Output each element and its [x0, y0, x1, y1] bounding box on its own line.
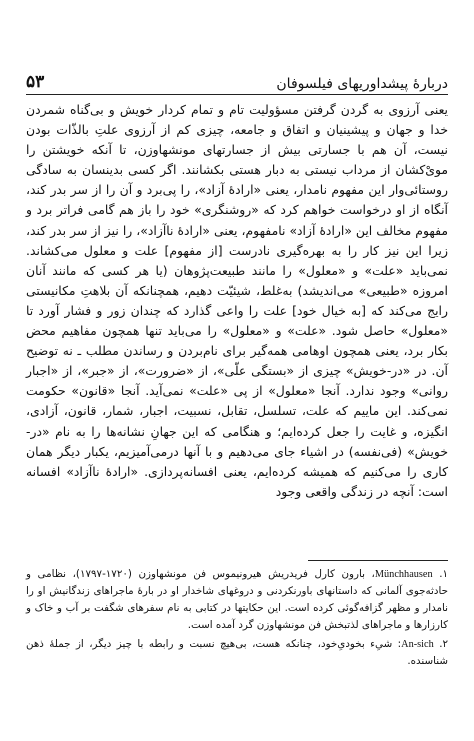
running-title: دربارهٔ پیشداوریهای فیلسوفان: [276, 76, 448, 92]
footnote-1-marker: ۱.: [439, 568, 448, 580]
footnote-1-text: بارون کارل فریدریش هیرونیموس فن مونشهاوزن (۱۷۲۰-۱۷۹۷)، نظامی و حادثه‌جوی آلمانی که داستانهای باورنکردنی و دروغهای شاخدار او در بارهٔ ماجراهای زندگانیش او را نامدار و مظهر گزافه‌گوئی کرده است. این حکایتها در کتابی به نام سفرهای شگفت بر آب و خاک و کارزارها و ماجراهای لذتبخش فن مونشهاوزن گرد آمده است.: [26, 568, 448, 631]
footnote-1: ۱. Münchhausen، بارون کارل فریدریش هیرونیموس فن مونشهاوزن (۱۷۲۰-۱۷۹۷)، نظامی و حادثه‌جوی آلمانی که داستانهای باورنکردنی و دروغهای شاخدار او در بارهٔ ماجراهای زندگانیش او را نامدار و مظهر گزافه‌گوئی کرده است. این حکایتها در کتابی به نام سفرهای شگفت بر آب و خاک و کارزارها و ماجراهای لذتبخش فن مونشهاوزن گرد آمده است.: [26, 568, 448, 631]
body-paragraph: یعنی آرزوی به گردن گرفتن مسؤولیت تام و تمام کردار خویش و بی‌گناه شمردن خدا و جهان و پیشینیان و اتفاق و جامعه، چیزی کم از آرزوی علتِ بالذّات بودن نیست، آن هم با جسارتی بیش از جسارتهای مونشهاوزن، تا آنکه خویشتن را مویْ‌کشان از مرداب نیستی به دبار هستی بکشانند. اگر کسی بدینسان به سادگی روستائی‌وار این مفهوم نامدار، یعنی «ارادهٔ آزاد»، را پی‌برد و آن را از سر بدر کند، آنگاه از او درخواست خواهم کرد که «روشنگری» خود را باز هم گامی فراتر برد و مفهوم مخالف این «ارادهٔ آزاد» نامفهوم، یعنی «ارادهٔ ناآزاد»، را نیز از سر بدر کند، زیرا این نیز کار را به بهره‌گیری نادرست [از مفهوم] علت و معلول می‌کشاند. نمی‌باید «علت» و «معلول» را مانند طبیعت‌پژوهان (یا هر کسی که مانند آنان امروزه «طبیعی» می‌اندیشد) به‌غلط، شیئیّت دهیم، همچنانکه آن بلاهتِ مکانیستی رایج می‌کند که [به خیال خود] علت را واعی گذارد که چندان زور و فشار آورد تا «معلول» حاصل شود. «علت» و «معلول» را می‌باید تنها همچون مفاهیم محض بکار برد، یعنی همچون اوهامی همه‌گیر برای نام‌بردن و رساندن مطلب ـ نه توضیح آن. در «در-خویش» چیزی از «بستگی علّی»، از «ضرورت»، از «جبر»، از «اجبار روانی» وجود ندارد. آنجا «معلول» از پی «علت» نمی‌آید. آنجا «قانون» حکومت نمی‌کند. این ماییم که علت، تسلسل، تقابل، نسبیت، اجبار، شمار، قانون، آزادی، انگیزه، و غایت را جعل کرده‌ایم؛ و هنگامی که این جهانِ نشانه‌ها را به نام «در-خویش» (فی‌نفسه) در اشیاء جای می‌دهیم و با آنها درمی‌آمیزیم، یکبار دیگر همان کاری را می‌کنیم که همیشه کرده‌ایم، یعنی افسانه‌پردازی. «ارادهٔ ناآزاد» افسانه است: آنچه در زندگی واقعی وجود: [26, 102, 448, 499]
footnote-2-marker: ۲.: [439, 638, 448, 650]
page-number: ۵۳: [26, 72, 45, 91]
footnote-divider: [308, 560, 448, 561]
footnote-2: ۲. An-sich: شیِء بخودیِ‌خود، چنانکه هست، بی‌هیچ نسبت و رابطه با چیز دیگر، از جملهٔ ذهن شناسنده.: [26, 638, 448, 667]
footnotes: [26, 566, 448, 672]
main-text: [26, 100, 448, 502]
footnote-2-term: An-sich: [401, 639, 434, 650]
footnote-1-term: Münchhausen: [374, 569, 433, 580]
page-header: [26, 70, 448, 92]
header-divider: [26, 94, 448, 95]
footnote-2-text: شیِء بخودیِ‌خود، چنانکه هست، بی‌هیچ نسبت و رابطه با چیز دیگر، از جملهٔ ذهن شناسنده.: [26, 638, 448, 667]
